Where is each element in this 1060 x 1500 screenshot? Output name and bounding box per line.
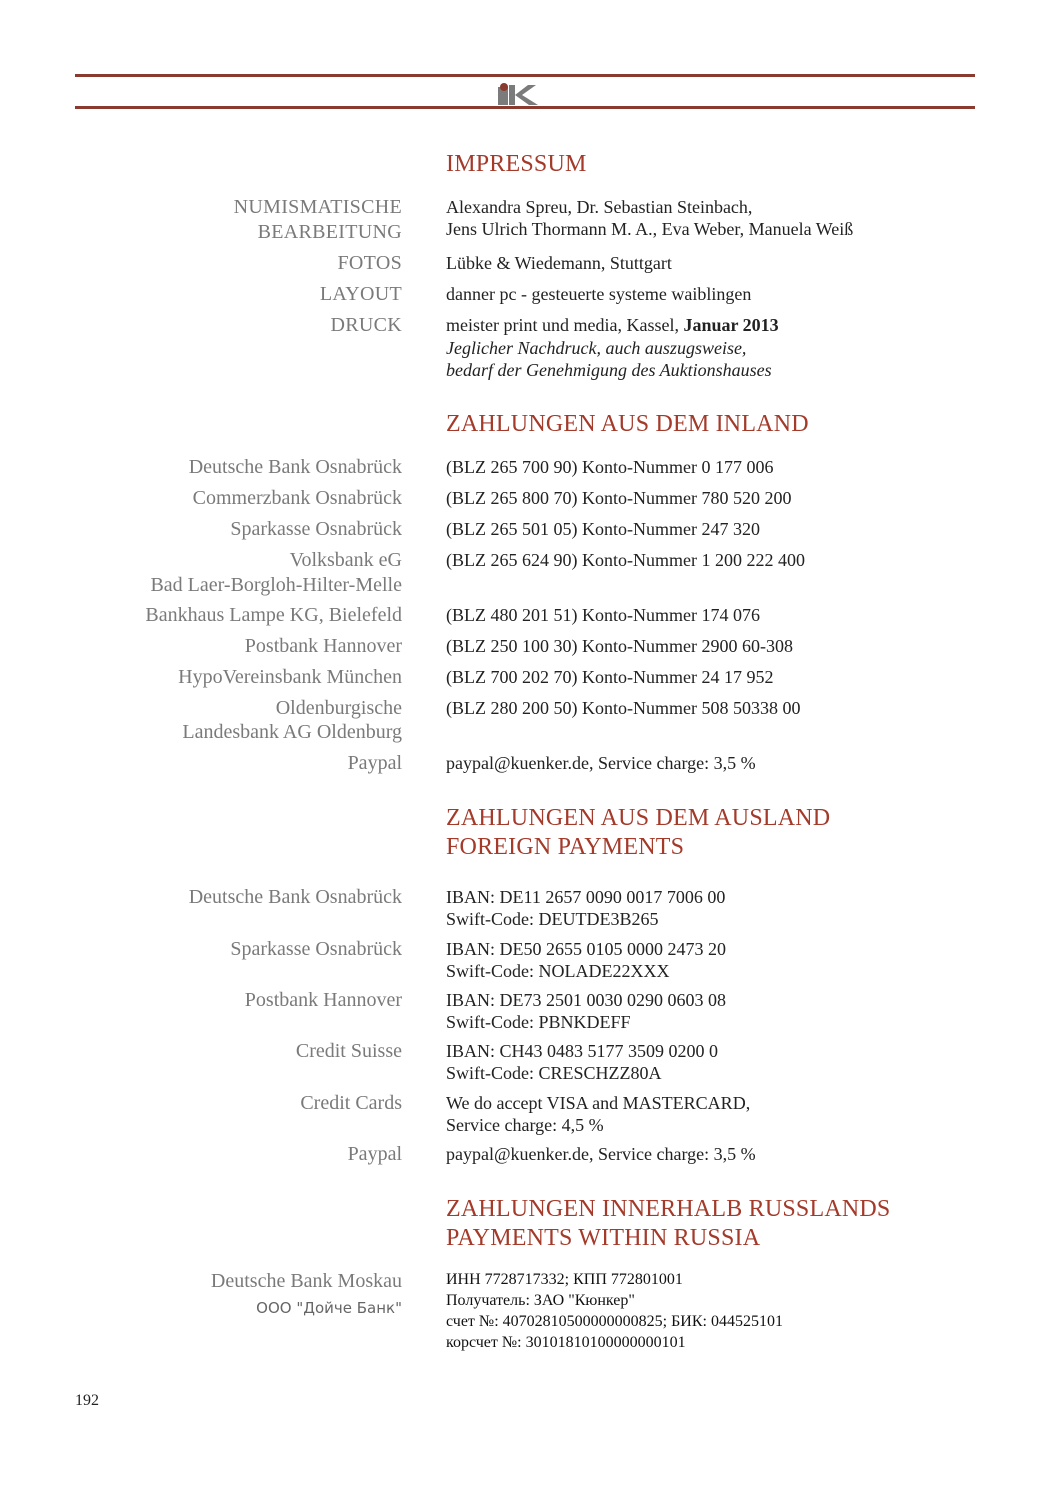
kuenker-logo-icon [498, 83, 540, 105]
credit-cards-charge: Service charge: 4,5 % [446, 1115, 604, 1135]
numis-label-2: BEARBEITUNG [257, 221, 402, 243]
russland-bank-local: OOO "Дойче Банк" [256, 1299, 402, 1317]
ausland-swift: Swift-Code: NOLADE22XXX [446, 961, 670, 981]
ausland-iban: IBAN: DE11 2657 0090 0017 7006 00 [446, 887, 726, 907]
druck-label: DRUCK [330, 314, 402, 336]
ausland-bank: Postbank Hannover [244, 989, 402, 1011]
ausland-iban: IBAN: DE50 2655 0105 0000 2473 20 [446, 939, 726, 959]
credit-cards-accept: We do accept VISA and MASTERCARD, [446, 1093, 751, 1113]
inland-bank: Deutsche Bank Osnabrück [188, 456, 402, 478]
fotos-value: Lübke & Wiedemann, Stuttgart [446, 253, 672, 273]
russland-recipient: Получатель: ЗАО "Кюнкер" [446, 1292, 635, 1309]
inland-account: (BLZ 280 200 50) Konto-Nummer 508 50338 00 [446, 698, 801, 718]
ausland-bank: Deutsche Bank Osnabrück [188, 886, 402, 908]
inland-account: (BLZ 265 700 90) Konto-Nummer 0 177 006 [446, 457, 774, 477]
druck-printer: meister print und media, Kassel, [446, 315, 679, 335]
inland-account: (BLZ 265 800 70) Konto-Nummer 780 520 200 [446, 488, 792, 508]
ausland-bank: Sparkasse Osnabrück [230, 938, 402, 960]
inland-bank: Paypal [347, 752, 402, 774]
reprint-note-2: bedarf der Genehmigung des Auktionshauses [446, 360, 772, 380]
russland-subheading: PAYMENTS WITHIN RUSSIA [446, 1225, 761, 1251]
ausland-iban: IBAN: DE73 2501 0030 0290 0603 08 [446, 990, 726, 1010]
ausland-bank: Paypal [347, 1143, 402, 1165]
inland-bank: Bankhaus Lampe KG, Bielefeld [145, 604, 402, 626]
russland-inn: ИНН 7728717332; КПП 772801001 [446, 1271, 683, 1288]
ausland-subheading: FOREIGN PAYMENTS [446, 834, 685, 860]
druck-date: Januar 2013 [683, 315, 779, 335]
inland-account: (BLZ 480 201 51) Konto-Nummer 174 076 [446, 605, 760, 625]
russland-corr-account: корсчет №: 30101810100000000101 [446, 1334, 686, 1351]
layout-label: LAYOUT [319, 283, 402, 305]
inland-account: (BLZ 265 501 05) Konto-Nummer 247 320 [446, 519, 760, 539]
inland-account: paypal@kuenker.de, Service charge: 3,5 % [446, 753, 756, 773]
inland-account: (BLZ 265 624 90) Konto-Nummer 1 200 222 400 [446, 550, 805, 570]
inland-bank: Commerzbank Osnabrück [192, 487, 402, 509]
inland-bank-line2: Landesbank AG Oldenburg [182, 721, 402, 743]
russland-account: счет №: 40702810500000000825; БИК: 044525101 [446, 1313, 783, 1330]
inland-bank-line2: Bad Laer-Borgloh-Hilter-Melle [150, 574, 402, 596]
inland-bank: HypoVereinsbank München [178, 666, 402, 688]
inland-heading: ZAHLUNGEN AUS DEM INLAND [446, 411, 809, 437]
ausland-swift: Swift-Code: CRESCHZZ80A [446, 1063, 662, 1083]
druck-value [446, 314, 779, 336]
ausland-bank: Credit Cards [300, 1092, 402, 1114]
fotos-label: FOTOS [337, 252, 402, 274]
russland-heading: ZAHLUNGEN INNERHALB RUSSLANDS [446, 1196, 891, 1222]
numis-value-2: Jens Ulrich Thormann M. A., Eva Weber, Manuela Weiß [446, 219, 854, 239]
header-rule-top [75, 74, 975, 77]
ausland-bank: Credit Suisse [295, 1040, 402, 1062]
inland-bank: Oldenburgische [275, 697, 402, 719]
inland-account: (BLZ 700 202 70) Konto-Nummer 24 17 952 [446, 667, 774, 687]
numis-label-1: NUMISMATISCHE [233, 196, 402, 218]
ausland-swift: Swift-Code: PBNKDEFF [446, 1012, 631, 1032]
russland-bank: Deutsche Bank Moskau [210, 1270, 402, 1292]
inland-account: (BLZ 250 100 30) Konto-Nummer 2900 60-308 [446, 636, 793, 656]
ausland-iban: IBAN: CH43 0483 5177 3509 0200 0 [446, 1041, 719, 1061]
ausland-swift: Swift-Code: DEUTDE3B265 [446, 909, 659, 929]
ausland-paypal: paypal@kuenker.de, Service charge: 3,5 % [446, 1144, 756, 1164]
page-number: 192 [75, 1392, 99, 1409]
inland-bank: Volksbank eG [289, 549, 402, 571]
ausland-heading: ZAHLUNGEN AUS DEM AUSLAND [446, 805, 831, 831]
numis-value-1: Alexandra Spreu, Dr. Sebastian Steinbach, [446, 197, 753, 217]
reprint-note-1: Jeglicher Nachdruck, auch auszugsweise, [446, 338, 747, 358]
layout-value: danner pc - gesteuerte systeme waiblingen [446, 284, 752, 304]
inland-bank: Sparkasse Osnabrück [230, 518, 402, 540]
header-rule-bottom [75, 106, 975, 109]
inland-bank: Postbank Hannover [244, 635, 402, 657]
impressum-heading: IMPRESSUM [446, 151, 587, 177]
